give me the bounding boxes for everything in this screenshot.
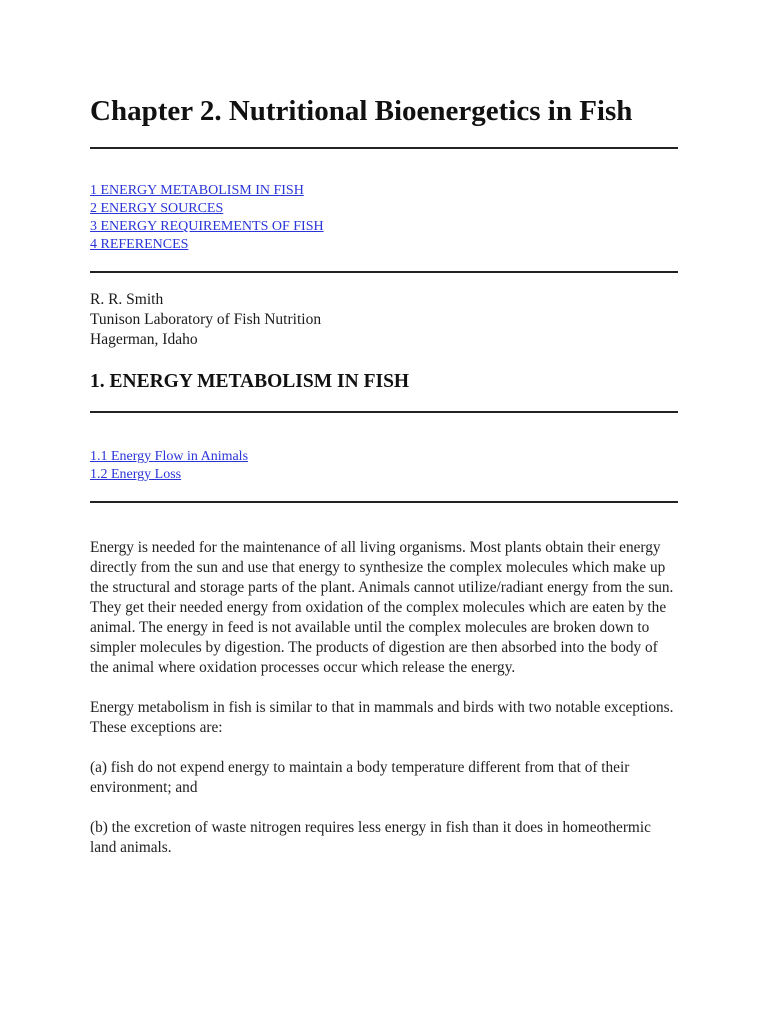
- section-title: 1. ENERGY METABOLISM IN FISH: [90, 371, 410, 392]
- body-text: [90, 538, 678, 878]
- author-block: [90, 290, 321, 350]
- subtoc-item: [90, 466, 248, 484]
- author-name: R. R. Smith: [90, 291, 164, 308]
- paragraph: Energy metabolism in fish is similar to that in mammals and birds with two notable exceptions. These exceptions are:: [90, 699, 674, 736]
- toc-link-energy-metabolism[interactable]: 1 ENERGY METABOLISM IN FISH: [90, 183, 304, 198]
- horizontal-rule: [90, 147, 678, 149]
- toc-item: [90, 182, 324, 200]
- toc-link-references[interactable]: 4 REFERENCES: [90, 237, 189, 252]
- subtoc-link-energy-flow[interactable]: 1.1 Energy Flow in Animals: [90, 449, 249, 464]
- toc-item: [90, 200, 324, 218]
- section-subtoc: [90, 448, 248, 484]
- author-location: Hagerman, Idaho: [90, 331, 198, 348]
- table-of-contents: [90, 182, 324, 254]
- toc-item: [90, 236, 324, 254]
- toc-link-energy-requirements[interactable]: 3 ENERGY REQUIREMENTS OF FISH: [90, 219, 324, 234]
- paragraph: (a) fish do not expend energy to maintain a body temperature different from that of their environment; and: [90, 759, 630, 796]
- chapter-title: Chapter 2. Nutritional Bioenergetics in Fish: [90, 95, 633, 127]
- toc-link-energy-sources[interactable]: 2 ENERGY SOURCES: [90, 201, 224, 216]
- subtoc-item: [90, 448, 248, 466]
- horizontal-rule: [90, 501, 678, 503]
- toc-item: [90, 218, 324, 236]
- author-institution: Tunison Laboratory of Fish Nutrition: [90, 311, 322, 328]
- subtoc-link-energy-loss[interactable]: 1.2 Energy Loss: [90, 467, 182, 482]
- paragraph: (b) the excretion of waste nitrogen requires less energy in fish than it does in homeothermic land animals.: [90, 819, 651, 856]
- horizontal-rule: [90, 411, 678, 413]
- horizontal-rule: [90, 271, 678, 273]
- paragraph: Energy is needed for the maintenance of all living organisms. Most plants obtain their energy directly from the sun and use that energy to synthesize the complex molecules which make up the structural and storage parts of the plant. Animals cannot utilize/radiant energy from the sun. They get their needed energy from oxidation of the complex molecules which are eaten by the animal. The energy in feed is not available until the complex molecules are broken down to simpler molecules by digestion. The products of digestion are then absorbed into the body of the animal where oxidation processes occur which release the energy.: [90, 539, 674, 676]
